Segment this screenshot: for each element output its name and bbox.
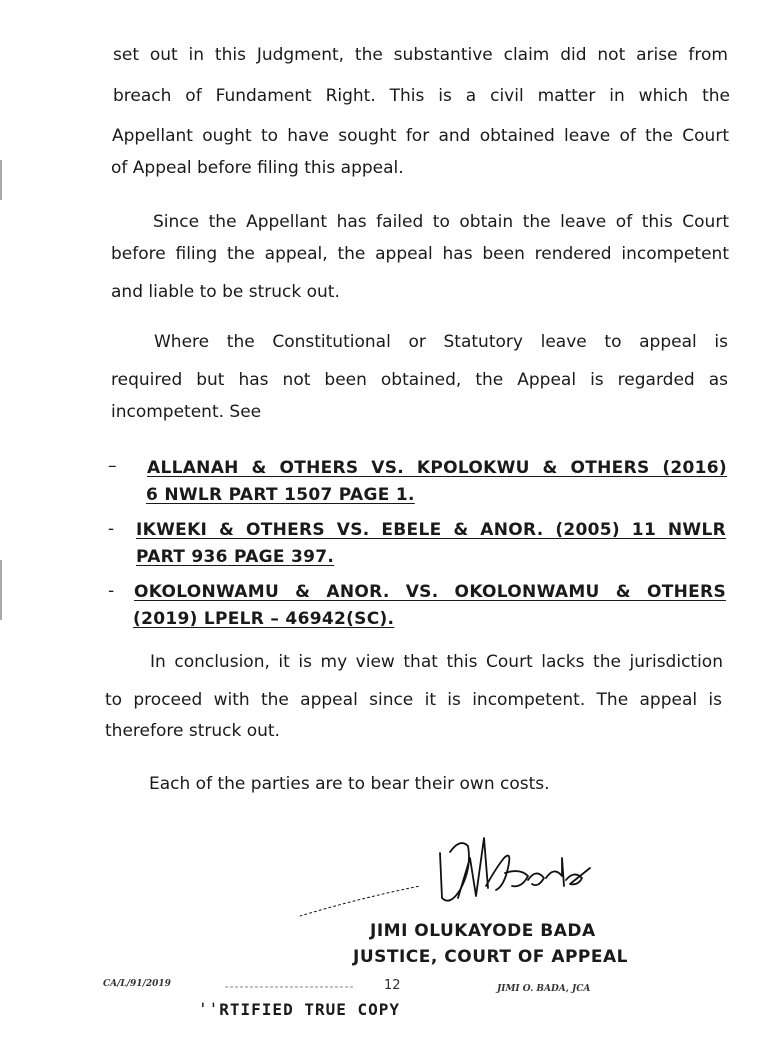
paragraph-line: and liable to be struck out. xyxy=(111,282,340,302)
case-citation: 6 NWLR PART 1507 PAGE 1. xyxy=(146,485,415,505)
list-dash: – xyxy=(108,456,117,476)
list-dash: - xyxy=(108,581,115,601)
scan-edge-mark xyxy=(0,560,2,620)
paragraph-line: incompetent. See xyxy=(111,402,262,422)
judge-title: JUSTICE, COURT OF APPEAL xyxy=(353,947,628,967)
paragraph-line: Appellant ought to have sought for and obtained leave of the Court xyxy=(112,126,729,146)
page-number: 12 xyxy=(384,978,401,993)
paragraph-line: set out in this Judgment, the substantive claim did not arise from xyxy=(113,45,728,65)
list-dash: - xyxy=(108,519,115,539)
judge-name: JIMI OLUKAYODE BADA xyxy=(370,921,596,941)
paragraph-line: Since the Appellant has failed to obtain the leave of this Court xyxy=(153,212,729,232)
paragraph-line: In conclusion, it is my view that this Court lacks the jurisdiction xyxy=(150,652,723,672)
paragraph-line: required but has not been obtained, the Appeal is regarded as xyxy=(111,370,728,390)
paragraph-line: Where the Constitutional or Statutory leave to appeal is xyxy=(154,332,728,352)
paragraph-line: of Appeal before filing this appeal. xyxy=(111,158,404,178)
scan-edge-mark xyxy=(0,160,2,200)
case-number: CA/L/91/2019 xyxy=(103,979,171,989)
case-citation: (2019) LPELR – 46942(SC). xyxy=(133,609,395,629)
case-citation: PART 936 PAGE 397. xyxy=(136,547,335,567)
judge-short-name: JIMI O. BADA, JCA xyxy=(497,984,591,994)
certified-stamp: ˈˈRTIFIED TRUE COPY xyxy=(198,1000,401,1019)
paragraph-line: to proceed with the appeal since it is incompetent. The appeal is xyxy=(105,690,722,710)
case-citation: IKWEKI & OTHERS VS. EBELE & ANOR. (2005) 11 NWLR xyxy=(136,520,726,540)
paragraph-line: breach of Fundament Right. This is a civil matter in which the xyxy=(113,86,730,106)
case-citation: OKOLONWAMU & ANOR. VS. OKOLONWAMU & OTHERS xyxy=(134,582,726,602)
paragraph-5: Each of the parties are to bear their own costs. xyxy=(149,774,550,794)
faint-line-mark xyxy=(225,983,355,991)
paragraph-line: before filing the appeal, the appeal has been rendered incompetent xyxy=(111,244,729,264)
case-citation: ALLANAH & OTHERS VS. KPOLOKWU & OTHERS (2016) xyxy=(147,458,727,478)
paragraph-line: therefore struck out. xyxy=(105,721,280,741)
